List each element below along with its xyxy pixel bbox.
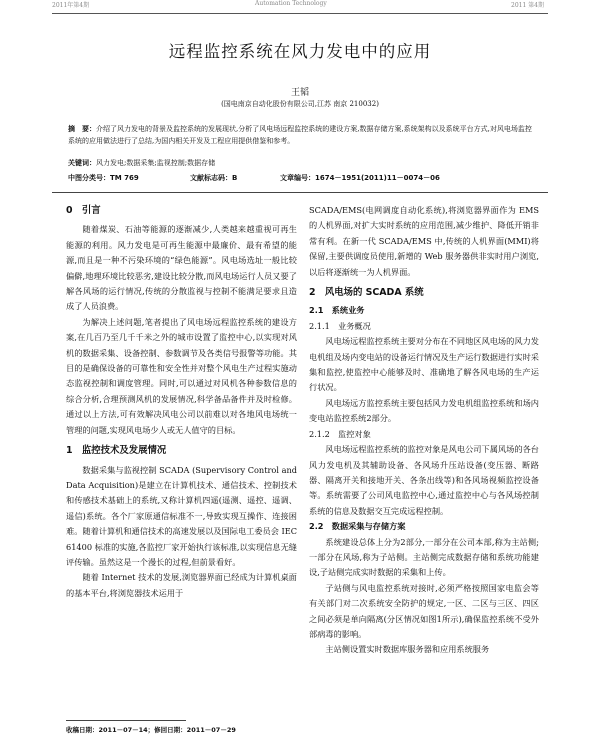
abstract-label: 摘 要： [68,125,96,133]
section-0-heading: 0 引言 [66,205,101,216]
section-2-1-2-paragraph-1: 风电场远程监控系统的监控对象是风电公司下属风场的各台风力发电机及其辅助设备、各风场升压站设备(变压器、断路器、隔离开关和接地开关、各条出线等)和各风场视频监控设备等。系统需要了公司风电监控中心,通过监控中心与各风场控制系统的信息及数据交互完成远程控制。 [309,444,539,516]
keywords-text: 风力发电;数据采集;监视控制;数据存储 [96,159,216,167]
header-divider [52,192,548,193]
section-2-1-1-paragraph-1: 风电场远程监控系统主要对分布在不同地区风电场的风力发电机组及场内变电站的设备运行情况及生产运行数据进行实时采集和监控,使监控中心能够及时、准确地了解各风电场的生产运行状况。 [309,336,539,393]
affiliation: (国电南京自动化股份有限公司,江苏 南京 210032) [221,100,379,108]
paper-title: 远程监控系统在风力发电中的应用 [168,42,432,61]
section-2-2-heading: 2.2 数据采集与存储方案 [309,521,406,532]
section-1-paragraph-2: 随着 Internet 技术的发展,浏览器界面已经成为计算机桌面的基本平台,将浏览器技术运用于 [66,572,297,598]
abstract [68,123,536,147]
section-2-1-1-paragraph-2: 风电场远方监控系统主要包括风力发电机组监控系统和场内变电站监控系统2部分。 [309,397,539,424]
section-0-paragraph-2: 为解决上述问题,笔者提出了风电场远程监控系统的建设方案,在几百乃至几千千米之外的城市设置了监控中心,以实现对风机的数据采集、设备控制、参数调节及各类信号报警等功能。其目的是确保设备的可靠性和安全性并对整个风电生产过程实施动态监视控制和调度管理。同时,可以通过对风机各种参数信息的综合分析,合理预测风机的发展情况,科学备品备件并及时检修。通过以上方法,可有效解决风电公司以前难以对各地风电场统一管理的问题,实现风电场少人或无人值守的目标。 [66,316,297,435]
section-2-heading: 2 风电场的 SCADA 系统 [309,287,424,299]
header-left: 2011年第4期 [52,2,90,9]
article-number: 文章编号：1674－1951(2011)11－0074－06 [280,174,440,182]
abstract-text: 介绍了风力发电的背景及监控系统的发展现状,分析了风电场远程监控系统的建设方案,数据存储方案,系统架构以及系统平台方式,对风电场监控系统的应用做法进行了总结,为国内相关开发及工程应用提供借鉴和参考。 [68,125,532,145]
section-2-2-paragraph-2: 子站侧与风电监控系统对接时,必须严格按照国家电监会等有关部门对二次系统安全防护的规定,一区、二区与三区、四区之间必须是单向隔离(分区情况如图1所示),确保监控系统不受外部病毒的影响。 [309,582,539,639]
right-column [309,203,539,658]
clc-number: 中图分类号：TM 769 [68,174,139,182]
section-2-2-paragraph-3: 主站侧设置实时数据库服务器和应用系统服务 [325,644,490,655]
section-2-1-1-heading: 2.1.1 业务概况 [309,320,371,331]
left-column [66,203,297,601]
header-rule [52,13,548,14]
keywords-label: 关键词： [68,159,96,167]
keywords [68,157,536,169]
section-2-1-heading: 2.1 系统业务 [309,305,365,316]
received-date-footnote: 收稿日期：2011－07－14；修回日期：2011－07－29 [66,726,236,734]
running-header [0,0,600,12]
continued-paragraph: SCADA/EMS(电网调度自动化系统),将浏览器界面作为 EMS 的人机界面,对扩大实时系统的应用范围,减少维护、降低开销非常有利。在新一代 SCADA/EMS 中,传统的人机界面(MMI)将保留,主要供调度员使用,新增的 Web 服务器供非实时用户浏览,以后将逐渐统一为人机界面。 [309,205,539,277]
header-right: 2011 第4期 [511,2,544,9]
section-2-1-2-heading: 2.1.2 监控对象 [309,428,371,439]
footnote-rule [66,720,186,721]
classification-line [68,173,538,185]
section-1-heading: 1 监控技术及发展情况 [66,445,167,457]
section-1-paragraph-1: 数据采集与监视控制 SCADA (Supervisory Control and Data Acquisition)是建立在计算机技术、通信技术、控制技术和传感技术基础上的系统,又称计算机四遥(遥测、遥控、遥调、遥信)系统。各个厂家原通信标准不一,导致实现互操作、连接困难。随着计算机和通信技术的高速发展以及国际电工委员会 IEC 61400 标准的实施,各监控厂家开始执行该标准,以实现信息无缝评传输。虽然这是一个漫长的过程,但前景看好。 [66,464,297,567]
document-code: 文献标志码：B [190,174,238,182]
section-0-paragraph-1: 随着煤炭、石油等能源的逐渐减少,人类越来越重视可再生能源的利用。风力发电是可再生能源中最廉价、最有希望的能源,而且是一种不污染环境的“绿色能源”。风电场选址一般比较偏僻,地理环境比较恶劣,建设比较分散,而风电场运行人员又要了解各风场的运行情况,传统的分散监视与控制不能满足要求且造成了人员浪费。 [66,224,297,312]
header-center: Automation Technology [255,0,327,7]
author: 王韬 [290,88,309,98]
section-2-2-paragraph-1: 系统建设总体上分为2部分,一部分在公司本部,称为主站侧;一部分在风场,称为子站侧。主站侧完成数据存储和系统功能建设,子站侧完成实时数据的采集和上传。 [309,536,539,578]
